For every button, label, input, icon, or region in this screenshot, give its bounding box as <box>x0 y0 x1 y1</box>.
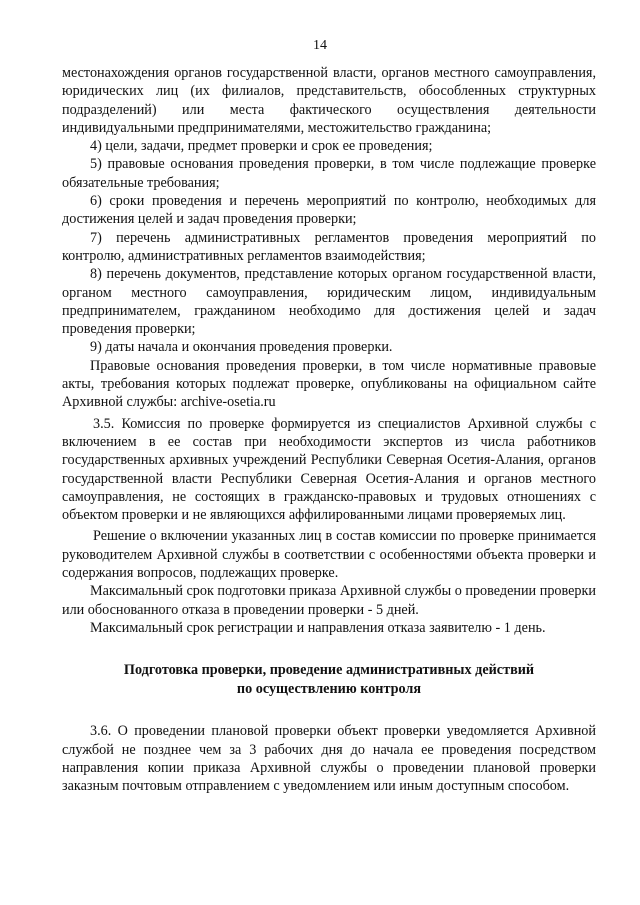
list-item-8: 8) перечень документов, представление которых органом государственной власти, органом местного самоуправления, юридическим лицом, индивидуальным предпринимателем, гражданином необходимо для достижения целей и задач проведения проверки; <box>62 266 596 338</box>
list-item-9: 9) даты начала и окончания проведения проверки. <box>90 339 393 356</box>
list-item-4: 4) цели, задачи, предмет проверки и срок ее проведения; <box>90 138 433 155</box>
paragraph-3-6-notification: 3.6. О проведении плановой проверки объект проверки уведомляется Архивной службой не позднее чем за 3 рабочих дня до начала ее проведения посредством направления копии приказа Архивной службы о проведении плановой проверки заказным почтовым отправлением с уведомлением или иным доступным способом. <box>62 723 596 795</box>
section-heading-line-1: Подготовка проверки, проведение административных действий <box>123 662 535 679</box>
document-body <box>62 64 596 795</box>
paragraph-decision: Решение о включении указанных лиц в состав комиссии по проверке принимается руководителем Архивной службы в соответствии с особенностями объекта проверки и содержания вопросов, подлежащих проверке. <box>62 528 596 582</box>
paragraph-max-preparation-term: Максимальный срок подготовки приказа Архивной службы о проведении проверки или обоснованного отказа в проведении проверки - 5 дней. <box>62 583 596 618</box>
list-item-5: 5) правовые основания проведения проверки, в том числе подлежащие проверке обязательные требования; <box>62 156 596 191</box>
list-item-7: 7) перечень административных регламентов проведения мероприятий по контролю, административных регламентов взаимодействия; <box>62 229 596 264</box>
paragraph-3-5-commission: 3.5. Комиссия по проверке формируется из специалистов Архивной службы с включением в ее состав при необходимости экспертов из числа работников государственных архивных учреждений Республики Северная Осетия-Алания, органов государственной власти Республики Северная Осетия-Алания и органов местного самоуправления, не состоящих в гражданско-правовых и трудовых отношениях с объектом проверки и не являющихся аффилированными лицами проверяемых лиц. <box>62 415 596 524</box>
list-item-6: 6) сроки проведения и перечень мероприятий по контролю, необходимых для достижения целей и задач проведения проверки; <box>62 193 596 228</box>
section-heading-line-2: по осуществлению контроля <box>236 680 422 697</box>
section-heading <box>62 661 596 698</box>
paragraph-max-registration-term: Максимальный срок регистрации и направления отказа заявителю - 1 день. <box>90 619 546 636</box>
paragraph-location-continuation: местонахождения органов государственной власти, органов местного самоуправления, юридических лиц (их филиалов, представительств, обособленных структурных подразделений) или места фактического осуществления деятельности индивидуальными предпринимателями, местожительство гражданина; <box>62 65 596 136</box>
page-number: 14 <box>313 38 327 53</box>
paragraph-legal-grounds: Правовые основания проведения проверки, в том числе нормативные правовые акты, требования которых подлежат проверке, опубликованы на официальном сайте Архивной службы: archive-osetia.ru <box>62 357 596 411</box>
